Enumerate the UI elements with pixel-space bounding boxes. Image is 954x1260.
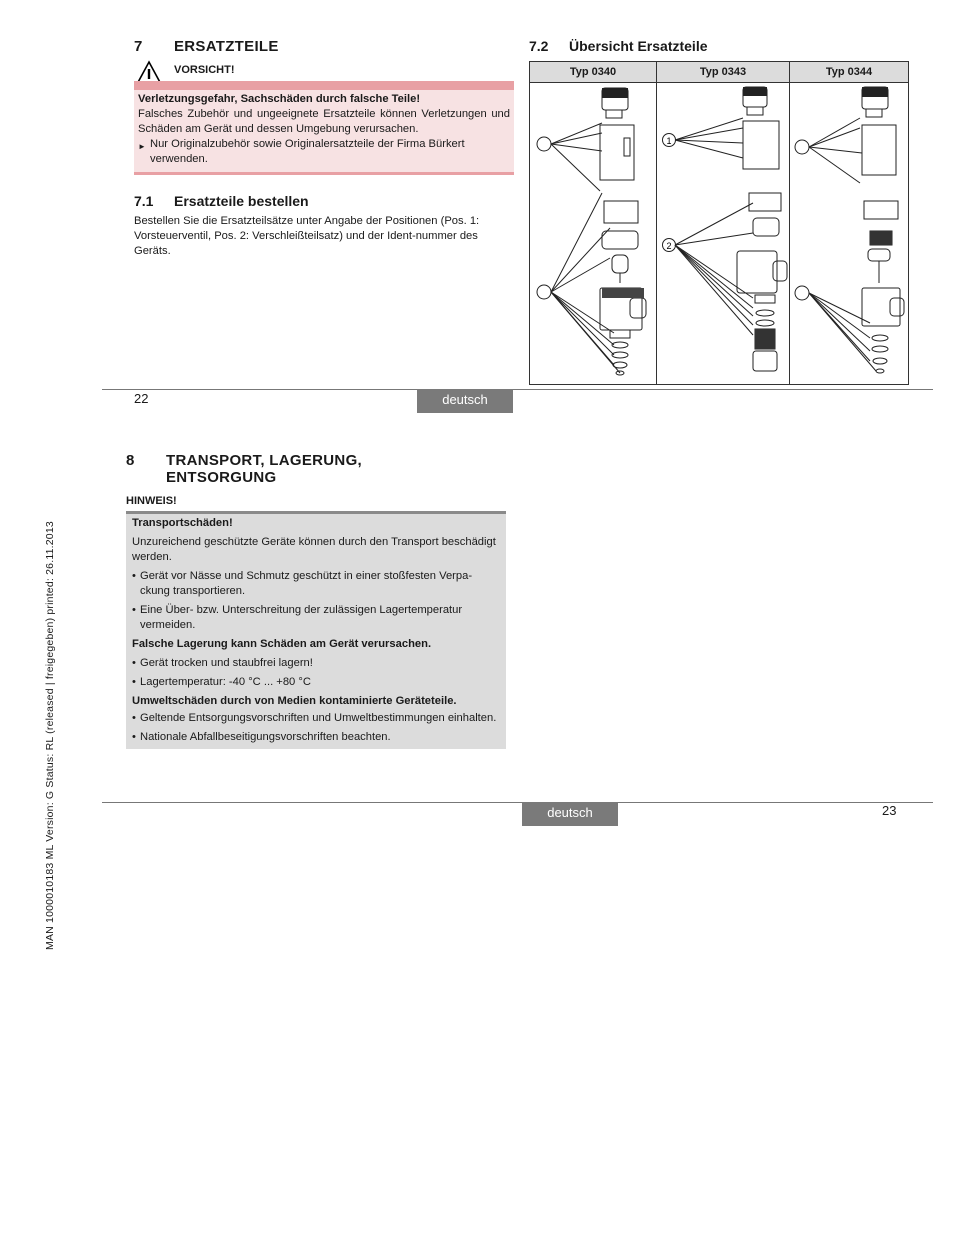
section-7-title: ERSATZTEILE: [174, 38, 279, 55]
section-7-2-number: 7.2: [529, 38, 549, 54]
caution-text: Falsches Zubehör und ungeeignete Ersatzteile können Verletzungen und Schäden am Gerät und dessen Umgebung verursachen.: [138, 108, 510, 135]
page-number-22: 22: [134, 391, 149, 406]
language-tab-22: deutsch: [417, 389, 513, 413]
page-number-23: 23: [882, 803, 897, 818]
exploded-view-0344: [790, 83, 909, 385]
exploded-view-0343: [657, 83, 790, 385]
document-status-sidebar: MAN 1000010183 ML Version: G Status: RL (released | freigegeben) printed: 26.11.2013: [44, 521, 56, 950]
notice-bullet: • Geltende Entsorgungsvorschriften und Umweltbestimmungen einhalten.: [132, 712, 497, 724]
valve-exploded-drawing-0344: [790, 83, 908, 379]
notice-heading-1: Transportschäden!: [132, 517, 233, 529]
section-8-title: TRANSPORT, LAGERUNG, ENTSORGUNG: [166, 452, 363, 486]
valve-exploded-drawing-0343: [657, 83, 789, 379]
exploded-view-0340: [530, 83, 657, 385]
arrow-bullet-icon: ►: [138, 142, 146, 151]
section-7-number: 7: [134, 38, 143, 55]
notice-heading-2: Falsche Lagerung kann Schäden am Gerät verursachen.: [132, 638, 432, 650]
caution-label: VORSICHT!: [174, 64, 235, 76]
notice-bullet: • Lagertemperatur: -40 °C ... +80 °C: [132, 676, 311, 688]
notice-bullet: • Eine Über- bzw. Unterschreitung der zulässigen Lagertemperatur vermeiden.: [132, 604, 463, 631]
spare-parts-table: [529, 61, 909, 385]
section-7-1-title: Ersatzteile bestellen: [174, 193, 309, 209]
column-typ-0340: Typ 0340: [530, 62, 657, 83]
caution-bar: [134, 81, 514, 90]
notice-text-1: Unzureichend geschützte Geräte können durch den Transport beschädigt werden.: [132, 536, 496, 563]
section-8-number: 8: [126, 452, 135, 469]
callout-1: 1: [666, 136, 672, 146]
notice-label: HINWEIS!: [126, 495, 177, 507]
notice-bullet: • Nationale Abfallbeseitigungsvorschriften beachten.: [132, 731, 391, 743]
footer-rule-22: [102, 389, 933, 390]
column-typ-0344: Typ 0344: [790, 62, 909, 83]
section-7-1-text: Bestellen Sie die Ersatzteilsätze unter Angabe der Positionen (Pos. 1: Vorsteuerventil, Pos. 2: Verschleißteilsatz) und der Ident-nummer des Geräts.: [134, 215, 480, 257]
caution-bullet: ► Nur Originalzubehör sowie Originalersatzteile der Firma Bürkert verwenden.: [138, 138, 465, 165]
section-7-1-number: 7.1: [134, 193, 154, 209]
notice-bullet: • Gerät vor Nässe und Schmutz geschützt in einer stoßfesten Verpa-ckung transportieren.: [132, 570, 473, 597]
notice-bullet: • Gerät trocken und staubfrei lagern!: [132, 657, 313, 669]
caution-content: [134, 90, 514, 175]
valve-exploded-drawing-0340: [530, 83, 656, 379]
callout-2: 2: [666, 241, 672, 251]
column-typ-0343: Typ 0343: [657, 62, 790, 83]
section-7-2-title: Übersicht Ersatzteile: [569, 38, 708, 54]
caution-heading: Verletzungsgefahr, Sachschäden durch falsche Teile!: [138, 93, 421, 105]
footer-rule-23: [102, 802, 933, 803]
notice-heading-3: Umweltschäden durch von Medien kontaminierte Geräteteile.: [132, 695, 457, 707]
notice-content: [126, 514, 506, 749]
language-tab-23: deutsch: [522, 802, 618, 826]
